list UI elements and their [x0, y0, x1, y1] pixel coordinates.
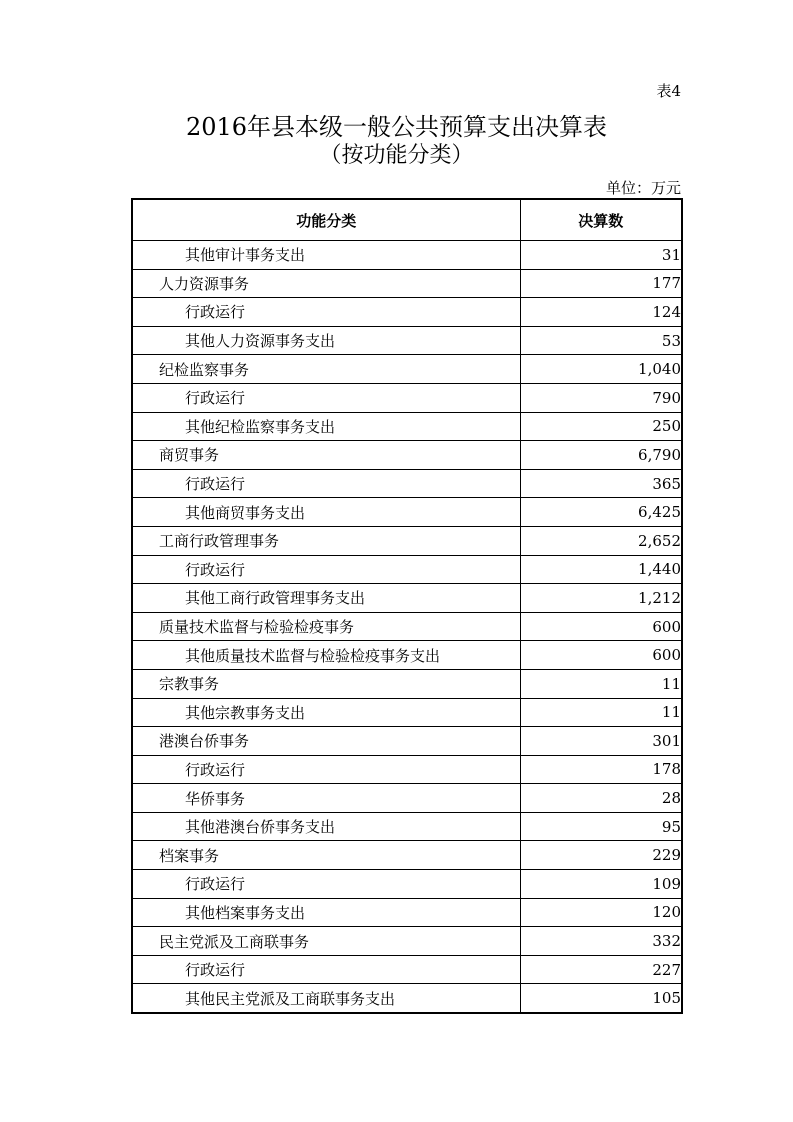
amount-cell: 6,790 [520, 441, 682, 470]
table-row [132, 298, 682, 327]
amount-cell: 6,425 [520, 498, 682, 527]
category-cell: 行政运行 [132, 555, 520, 584]
category-cell: 宗教事务 [132, 669, 520, 698]
category-cell: 其他宗教事务支出 [132, 698, 520, 727]
page-title: 2016年县本级一般公共预算支出决算表 [185, 113, 608, 141]
amount-cell: 53 [520, 326, 682, 355]
category-cell: 行政运行 [132, 383, 520, 412]
table-row [132, 498, 682, 527]
table-number: 表4 [656, 82, 681, 100]
category-cell: 其他港澳台侨事务支出 [132, 812, 520, 841]
table-row [132, 927, 682, 956]
amount-cell: 229 [520, 841, 682, 870]
table-row [132, 441, 682, 470]
table-row [132, 269, 682, 298]
amount-cell: 301 [520, 727, 682, 756]
table-row [132, 669, 682, 698]
category-cell: 工商行政管理事务 [132, 526, 520, 555]
amount-cell: 11 [520, 669, 682, 698]
table-row [132, 241, 682, 270]
table-row [132, 383, 682, 412]
category-cell: 民主党派及工商联事务 [132, 927, 520, 956]
table-row [132, 698, 682, 727]
amount-cell: 105 [520, 984, 682, 1013]
amount-cell: 28 [520, 784, 682, 813]
category-cell: 行政运行 [132, 298, 520, 327]
category-cell: 纪检监察事务 [132, 355, 520, 384]
amount-cell: 600 [520, 641, 682, 670]
category-cell: 其他民主党派及工商联事务支出 [132, 984, 520, 1013]
category-cell: 华侨事务 [132, 784, 520, 813]
category-cell: 人力资源事务 [132, 269, 520, 298]
table-row [132, 812, 682, 841]
table-header-row [132, 199, 682, 241]
amount-cell: 332 [520, 927, 682, 956]
amount-cell: 31 [520, 241, 682, 270]
category-cell: 其他档案事务支出 [132, 898, 520, 927]
amount-cell: 250 [520, 412, 682, 441]
table-row [132, 841, 682, 870]
table-row [132, 870, 682, 899]
amount-cell: 109 [520, 870, 682, 899]
category-cell: 其他人力资源事务支出 [132, 326, 520, 355]
budget-table [131, 198, 683, 1014]
table-row [132, 355, 682, 384]
table-body [132, 241, 682, 1014]
table-row [132, 898, 682, 927]
table-row [132, 955, 682, 984]
amount-cell: 120 [520, 898, 682, 927]
table-row [132, 984, 682, 1013]
category-cell: 其他纪检监察事务支出 [132, 412, 520, 441]
page-subtitle: （按功能分类） [319, 143, 474, 168]
amount-cell: 227 [520, 955, 682, 984]
amount-cell: 365 [520, 469, 682, 498]
amount-cell: 124 [520, 298, 682, 327]
category-cell: 质量技术监督与检验检疫事务 [132, 612, 520, 641]
amount-cell: 600 [520, 612, 682, 641]
category-cell: 档案事务 [132, 841, 520, 870]
unit-label: 单位：万元 [605, 179, 681, 197]
table-row [132, 784, 682, 813]
table-row [132, 555, 682, 584]
amount-cell: 790 [520, 383, 682, 412]
amount-cell: 1,212 [520, 584, 682, 613]
amount-cell: 178 [520, 755, 682, 784]
column-header-amount: 决算数 [520, 199, 682, 241]
category-cell: 其他质量技术监督与检验检疫事务支出 [132, 641, 520, 670]
amount-cell: 1,040 [520, 355, 682, 384]
category-cell: 商贸事务 [132, 441, 520, 470]
category-cell: 行政运行 [132, 755, 520, 784]
category-cell: 其他审计事务支出 [132, 241, 520, 270]
category-cell: 其他商贸事务支出 [132, 498, 520, 527]
amount-cell: 1,440 [520, 555, 682, 584]
table-row [132, 755, 682, 784]
table-row [132, 326, 682, 355]
amount-cell: 11 [520, 698, 682, 727]
table-row [132, 612, 682, 641]
table-row [132, 412, 682, 441]
amount-cell: 177 [520, 269, 682, 298]
category-cell: 行政运行 [132, 955, 520, 984]
table-row [132, 469, 682, 498]
category-cell: 行政运行 [132, 870, 520, 899]
category-cell: 港澳台侨事务 [132, 727, 520, 756]
table-row [132, 641, 682, 670]
amount-cell: 95 [520, 812, 682, 841]
category-cell: 行政运行 [132, 469, 520, 498]
column-header-category: 功能分类 [132, 199, 520, 241]
table-row [132, 584, 682, 613]
amount-cell: 2,652 [520, 526, 682, 555]
category-cell: 其他工商行政管理事务支出 [132, 584, 520, 613]
table-row [132, 526, 682, 555]
table-row [132, 727, 682, 756]
